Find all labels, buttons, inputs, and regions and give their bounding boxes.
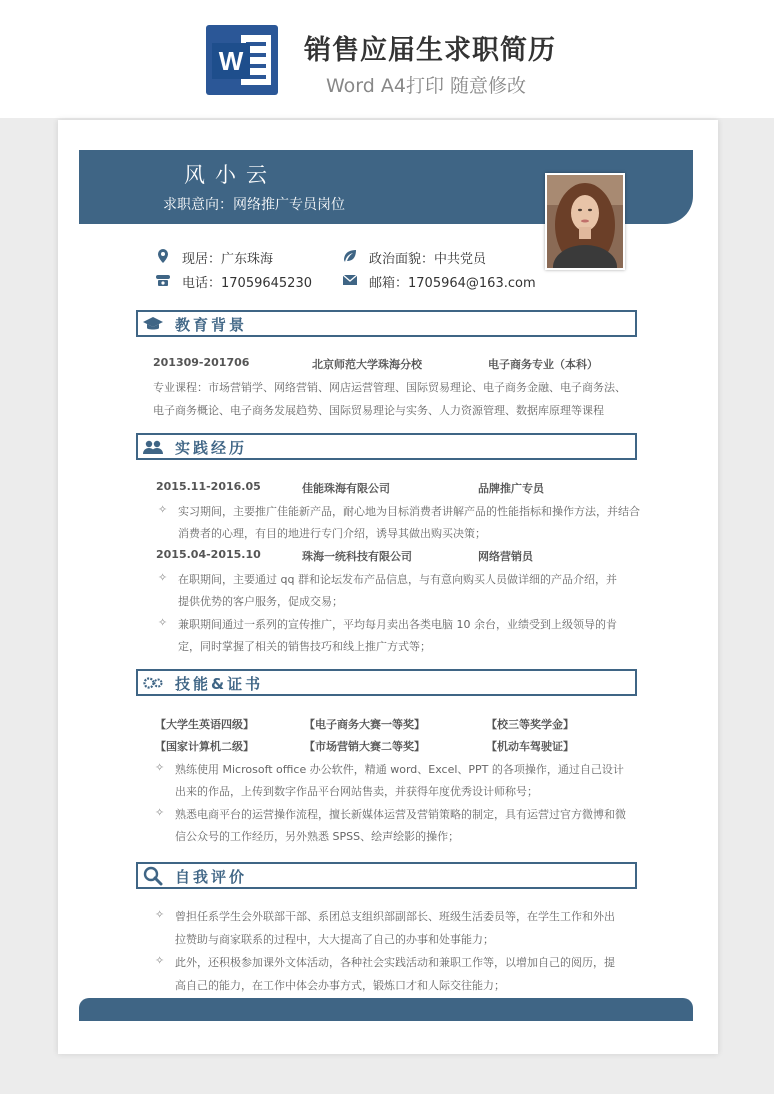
section-skills: 技能&证书	[136, 669, 637, 696]
bullet-icon: ✧	[158, 571, 168, 584]
footer-bar	[79, 998, 693, 1021]
self-item1-line1: 曾担任系学生会外联部干部、系团总支组织部副部长、班级生活委员等，在学生工作和外出	[175, 910, 615, 923]
section-self: 自我评价	[136, 862, 637, 889]
edu-school: 北京师范大学珠海分校	[312, 358, 422, 371]
page-title: 销售应届生求职简历	[304, 35, 556, 66]
edu-courses-line1: 专业课程：市场营销学、网络营销、网店运营管理、国际贸易理论、电子商务金融、电子商务法、	[153, 381, 626, 394]
email-icon	[342, 272, 358, 288]
cert-6: 【机动车驾驶证】	[486, 740, 574, 753]
bullet-icon: ✧	[155, 761, 165, 774]
location-pin-icon	[155, 248, 171, 264]
cert-3: 【校三等奖学金】	[486, 718, 574, 731]
job2-role: 网络营销员	[478, 550, 533, 563]
bullet-icon: ✧	[158, 503, 168, 516]
graduation-cap-icon	[142, 314, 164, 334]
cert-4: 【国家计算机二级】	[155, 740, 254, 753]
bullet-icon: ✧	[155, 806, 165, 819]
job1-item1-line1: 实习期间，主要推广佳能新产品，耐心地为目标消费者讲解产品的性能指标和操作方法，并结合	[178, 505, 640, 518]
skill-item1-line2: 出来的作品，上传到数字作品平台网站售卖，并获得年度优秀设计师称号；	[175, 785, 538, 798]
job2-company: 珠海一统科技有限公司	[302, 550, 412, 563]
word-logo-icon: W	[206, 25, 278, 95]
job2-item1-line2: 提供优势的客户服务，促成交易；	[178, 595, 343, 608]
team-icon	[142, 437, 164, 457]
job-intent: 求职意向：网络推广专员岗位	[163, 197, 345, 213]
profile-photo	[545, 173, 625, 270]
edu-period: 201309-201706	[153, 356, 250, 369]
job2-item2-line2: 定，同时掌握了相关的销售技巧和线上推广方式等；	[178, 640, 431, 653]
job2-item2-line1: 兼职期间通过一系列的宣传推广，平均每月卖出各类电脑 10 余台，业绩受到上级领导的肯	[178, 618, 617, 631]
job2-item1-line1: 在职期间，主要通过 qq 群和论坛发布产品信息，与有意向购买人员做详细的产品介绍，并	[178, 573, 617, 586]
resume-paper: 风小云 求职意向：网络推广专员岗位 现居：广东珠海 电话：17059645230 政治面貌：中共党员 邮箱：1705964@163.com 教育背景 201309-201706 北京师范大学珠海分校 电子商务专业（本科） 专业课程：市场营销学、网络营销、网店运营管理、国际贸易理论、电子商务金融、电子商务法、 电子商务概论、电子商务发展趋势、国际贸易理论与实务、人力资源管理、数据库原理等课程 实践经历 2015.11-2016.05 佳能珠海有限公司 品牌推广专员 ✧ 实习期间，主要推广佳能新产品，耐心地为目标消费者讲解产品的性能指标和操作方法，并结合 消费者的心理，有目的地进行专门介绍，诱导其做出购买决策； 2015.04-2015.10 珠海一统科技有限公司 网络营销员 ✧ 在职期间，主要通过 qq 群和论坛发布产品信息，与有意向购买人员做详细的产品介绍，并 提供优势的客户服务，促成交易； ✧ 兼职期间通过一系列的宣传推广，平均每月卖出各类电脑 10 余台，业绩受到上级领导的肯 定，同时掌握了相关的销售技巧和线上推广方式等； 技能&证书 【大学生英语四级】 【电子商务大赛一等奖】 【校三等奖学金】 【国家计算机二级】 【市场营销大赛二等奖】 【机动车驾驶证】 ✧ 熟练使用 Microsoft office 办公软件，精通 word、Excel、PPT 的各项操作，通过自己设计 出来的作品，上传到数字作品平台网站售卖，并获得年度优秀设计师称号； ✧ 熟悉电商平台的运营操作流程，擅长新媒体运营及营销策略的制定，具有运营过官方微博和微 信公众号的工作经历，另外熟悉 SPSS、绘声绘影的操作； 自我评价 ✧ 曾担任系学生会外联部干部、系团总支组织部副部长、班级生活委员等，在学生工作和外出 拉赞助与商家联系的过程中，大大提高了自己的办事和处事能力； ✧ 此外，还积极参加课外文体活动，各种社会实践活动和兼职工作等，以增加自己的阅历，提 高自己的能力，在工作中体会办事方式，锻炼口才和人际交往能力；	[58, 120, 718, 1054]
resume-name: 风小云	[184, 163, 277, 187]
job1-company: 佳能珠海有限公司	[302, 482, 390, 495]
edu-courses-line2: 电子商务概论、电子商务发展趋势、国际贸易理论与实务、人力资源管理、数据库原理等课程	[153, 404, 604, 417]
job1-item1-line2: 消费者的心理，有目的地进行专门介绍，诱导其做出购买决策；	[178, 527, 486, 540]
self-item2-line2: 高自己的能力，在工作中体会办事方式，锻炼口才和人际交往能力；	[175, 979, 505, 992]
bullet-icon: ✧	[158, 616, 168, 629]
bullet-icon: ✧	[155, 908, 165, 921]
self-item1-line2: 拉赞助与商家联系的过程中，大大提高了自己的办事和处事能力；	[175, 933, 494, 946]
edu-major: 电子商务专业（本科）	[488, 358, 598, 371]
cert-1: 【大学生英语四级】	[155, 718, 254, 731]
job2-period: 2015.04-2015.10	[156, 548, 261, 561]
cert-2: 【电子商务大赛一等奖】	[304, 718, 425, 731]
skill-item2-line1: 熟悉电商平台的运营操作流程，擅长新媒体运营及营销策略的制定，具有运营过官方微博和微	[175, 808, 626, 821]
gears-icon	[142, 673, 164, 693]
page-subtitle: Word A4打印 随意修改	[326, 75, 527, 97]
self-item2-line1: 此外，还积极参加课外文体活动，各种社会实践活动和兼职工作等，以增加自己的阅历，提	[175, 956, 615, 969]
cert-5: 【市场营销大赛二等奖】	[304, 740, 425, 753]
skill-item1-line1: 熟练使用 Microsoft office 办公软件，精通 word、Excel、PPT 的各项操作，通过自己设计	[175, 763, 624, 776]
product-header	[0, 0, 774, 118]
skill-item2-line2: 信公众号的工作经历，另外熟悉 SPSS、绘声绘影的操作；	[175, 830, 460, 843]
leaf-icon	[342, 248, 358, 264]
section-education: 教育背景	[136, 310, 637, 337]
job1-role: 品牌推广专员	[478, 482, 544, 495]
section-practice: 实践经历	[136, 433, 637, 460]
magnifier-icon	[142, 866, 164, 886]
bullet-icon: ✧	[155, 954, 165, 967]
phone-icon	[155, 272, 171, 288]
job1-period: 2015.11-2016.05	[156, 480, 261, 493]
